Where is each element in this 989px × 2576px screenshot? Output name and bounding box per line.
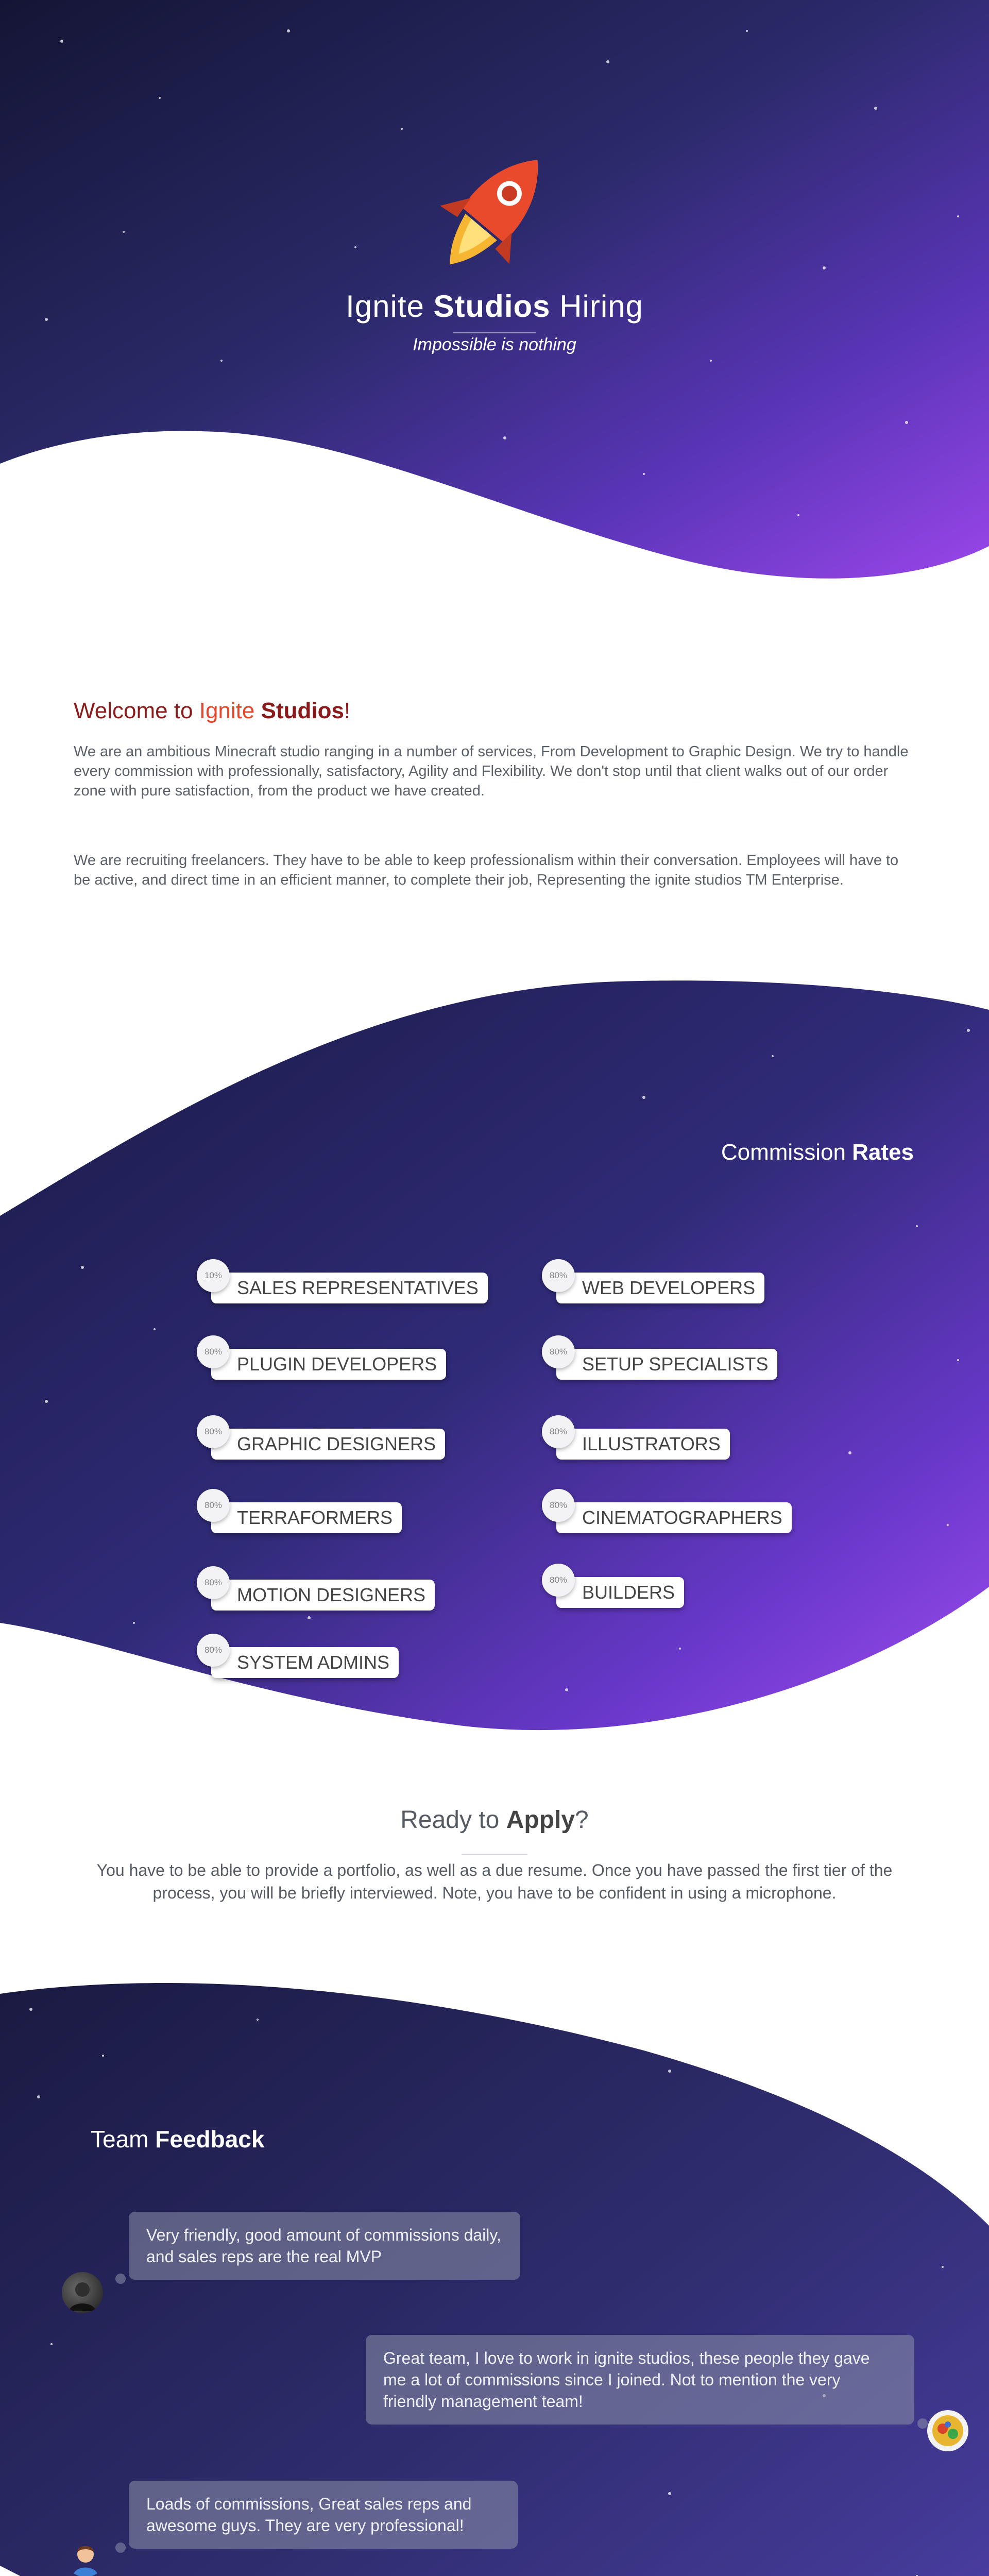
feedback-heading: Team Feedback bbox=[91, 2126, 265, 2153]
rate-percent: 80% bbox=[542, 1489, 575, 1522]
rate-percent: 80% bbox=[542, 1335, 575, 1368]
commission-background bbox=[0, 980, 989, 1730]
rate-percent: 80% bbox=[197, 1335, 230, 1368]
rate-badge-sales-representatives: 10% SALES REPRESENTATIVES bbox=[211, 1273, 488, 1303]
rate-badge-illustrators: 80% ILLUSTRATORS bbox=[556, 1429, 730, 1460]
rate-percent: 80% bbox=[542, 1259, 575, 1292]
rate-badge-setup-specialists: 80% SETUP SPECIALISTS bbox=[556, 1349, 777, 1380]
rate-badge-cinematographers: 80% CINEMATOGRAPHERS bbox=[556, 1502, 792, 1533]
hero-divider bbox=[453, 332, 536, 333]
rate-badge-web-developers: 80% WEB DEVELOPERS bbox=[556, 1273, 764, 1303]
rate-badge-graphic-designers: 80% GRAPHIC DESIGNERS bbox=[211, 1429, 445, 1460]
rate-badge-terraformers: 80% TERRAFORMERS bbox=[211, 1502, 402, 1533]
welcome-paragraph-1: We are an ambitious Minecraft studio ranging in a number of services, From Development to Graphic Design. We try to handle every commission with professionally, satisfactory, Agility and Flexibility. We don't stop until that client walks out of our order zone with pure satisfaction, from the product we have created. bbox=[74, 743, 909, 799]
welcome-heading: Welcome to Ignite Studios! bbox=[74, 698, 351, 723]
feedback-bubble-3: Loads of commissions, Great sales reps and awesome guys. They are very professional! bbox=[129, 2481, 518, 2549]
rate-percent: 10% bbox=[197, 1259, 230, 1292]
rate-percent: 80% bbox=[542, 1564, 575, 1597]
commission-heading: Commission Rates bbox=[721, 1140, 914, 1165]
avatar bbox=[65, 2536, 106, 2576]
hero-tagline: Impossible is nothing bbox=[413, 335, 576, 354]
rate-percent: 80% bbox=[197, 1489, 230, 1522]
feedback-bubble-2: Great team, I love to work in ignite studios, these people they gave me a lot of commissions since I joined. Not to mention the very friendly management team! bbox=[366, 2335, 914, 2425]
rate-badge-system-admins: 80% SYSTEM ADMINS bbox=[211, 1647, 399, 1678]
apply-heading: Ready to Apply? bbox=[400, 1806, 589, 1834]
avatar bbox=[927, 2410, 968, 2451]
rate-badge-plugin-developers: 80% PLUGIN DEVELOPERS bbox=[211, 1349, 446, 1380]
apply-divider bbox=[462, 1854, 527, 1855]
rocket-icon bbox=[422, 139, 567, 283]
apply-text: You have to be able to provide a portfolio, as well as a due resume. Once you have passed the first tier of the process, you will be briefly interviewed. Note, you have to be confident in using a microphone. bbox=[96, 1861, 893, 1902]
welcome-paragraph-2: We are recruiting freelancers. They have to be able to keep professionalism within their conversation. Employees will have to be active, and direct time in an efficient manner, to complete their job, Representing the ignite studios TM Enterprise. bbox=[74, 852, 899, 888]
rate-percent: 80% bbox=[197, 1634, 230, 1667]
rate-badge-motion-designers: 80% MOTION DESIGNERS bbox=[211, 1580, 435, 1611]
rate-badge-builders: 80% BUILDERS bbox=[556, 1577, 684, 1608]
rate-percent: 80% bbox=[197, 1566, 230, 1599]
rate-percent: 80% bbox=[542, 1415, 575, 1448]
avatar bbox=[62, 2272, 103, 2313]
feedback-bubble-1: Very friendly, good amount of commissions daily, and sales reps are the real MVP bbox=[129, 2212, 520, 2280]
hero-title: Ignite Studios Hiring bbox=[346, 289, 643, 324]
rate-percent: 80% bbox=[197, 1415, 230, 1448]
